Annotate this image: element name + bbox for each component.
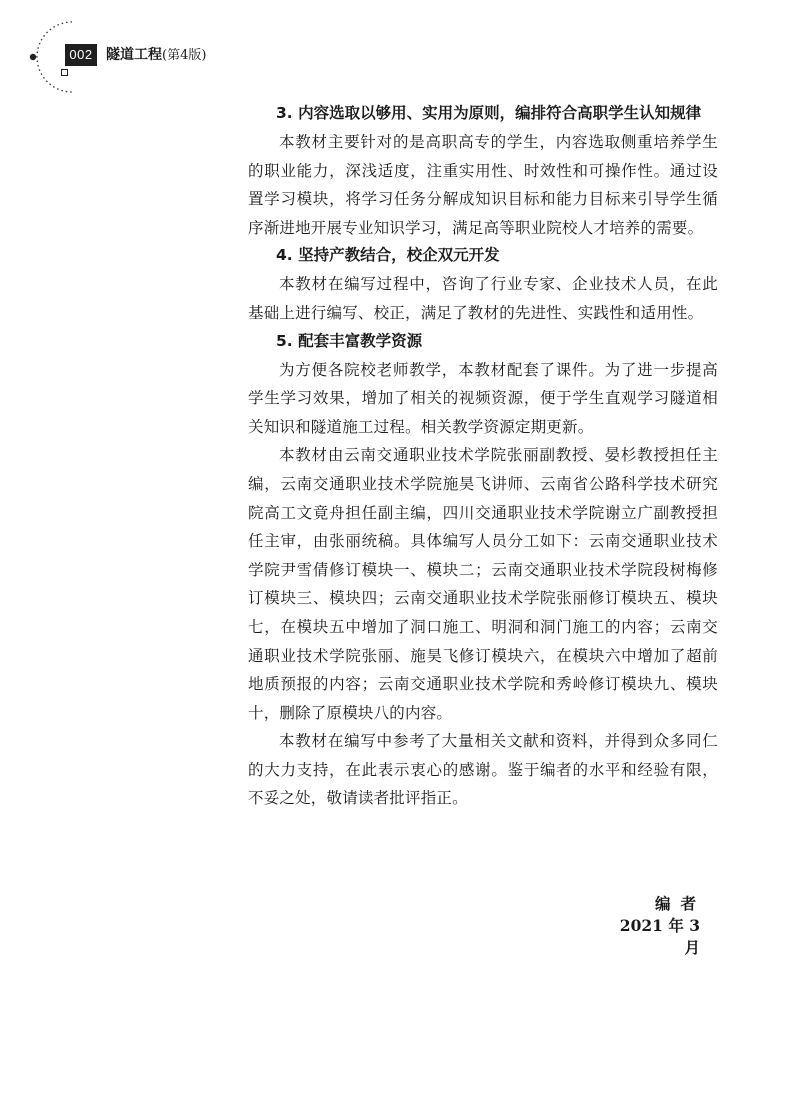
- section-3: [248, 103, 718, 242]
- section-heading: 3. 内容选取以够用、实用为原则，编排符合高职学生认知规律: [276, 104, 702, 122]
- section-heading: 5. 配套丰富教学资源: [276, 331, 423, 350]
- bullet-dot-icon: [30, 54, 36, 60]
- paragraph: 本教材主要针对的是高职高专的学生，内容选取侧重培养学生的职业能力，深浅适度，注重实用性、时效性和可操作性。通过设置学习模块，将学习任务分解成知识目标和能力目标来引导学生循序渐进地开展专业知识学习，满足高等职业院校人才培养的需要。: [248, 133, 718, 237]
- section-4: [248, 245, 718, 327]
- preface-body: [248, 100, 718, 813]
- signature-author: 编者: [654, 894, 706, 913]
- book-title-text: 隧道工程: [106, 47, 162, 63]
- section-heading: 4. 坚持产教结合，校企双元开发: [276, 246, 500, 265]
- paragraph: 本教材在编写过程中，咨询了行业专家、企业技术人员，在此基础上进行编写、校正，满足了教材的先进性、实践性和适用性。: [248, 275, 718, 322]
- paragraph: 本教材由云南交通职业技术学院张丽副教授、晏杉教授担任主编，云南交通职业技术学院施昊飞讲师、云南省公路科学技术研究院高工文竟舟担任副主编，四川交通职业技术学院谢立广副教授担任主审，由张丽统稿。具体编写人员分工如下：云南交通职业技术学院尹雪倩修订模块一、模块二；云南交通职业技术学院段树梅修订模块三、模块四；云南交通职业技术学院张丽修订模块五、模块七，在模块五中增加了洞口施工、明洞和洞门施工的内容；云南交通职业技术学院张丽、施昊飞修订模块六，在模块六中增加了超前地质预报的内容；云南交通职业技术学院和秀岭修订模块九、模块十，删除了原模块八的内容。: [248, 446, 718, 722]
- signature-block: [600, 893, 706, 959]
- page-number: 002: [65, 44, 97, 66]
- small-square-icon: [62, 70, 68, 76]
- signature-date: 2021 年 3 月: [619, 916, 700, 957]
- page-header: [0, 0, 300, 100]
- book-edition: (第4版): [162, 48, 207, 63]
- book-title: [106, 45, 206, 66]
- paragraph: 本教材在编写中参考了大量相关文献和资料，并得到众多同仁的大力支持，在此表示衷心的感谢。鉴于编者的水平和经验有限，不妥之处，敬请读者批评指正。: [248, 732, 718, 808]
- paragraph: 为方便各院校老师教学，本教材配套了课件。为了进一步提高学生学习效果，增加了相关的视频资源，便于学生直观学习隧道相关知识和隧道施工过程。相关教学资源定期更新。: [248, 360, 718, 436]
- section-5: [248, 331, 718, 814]
